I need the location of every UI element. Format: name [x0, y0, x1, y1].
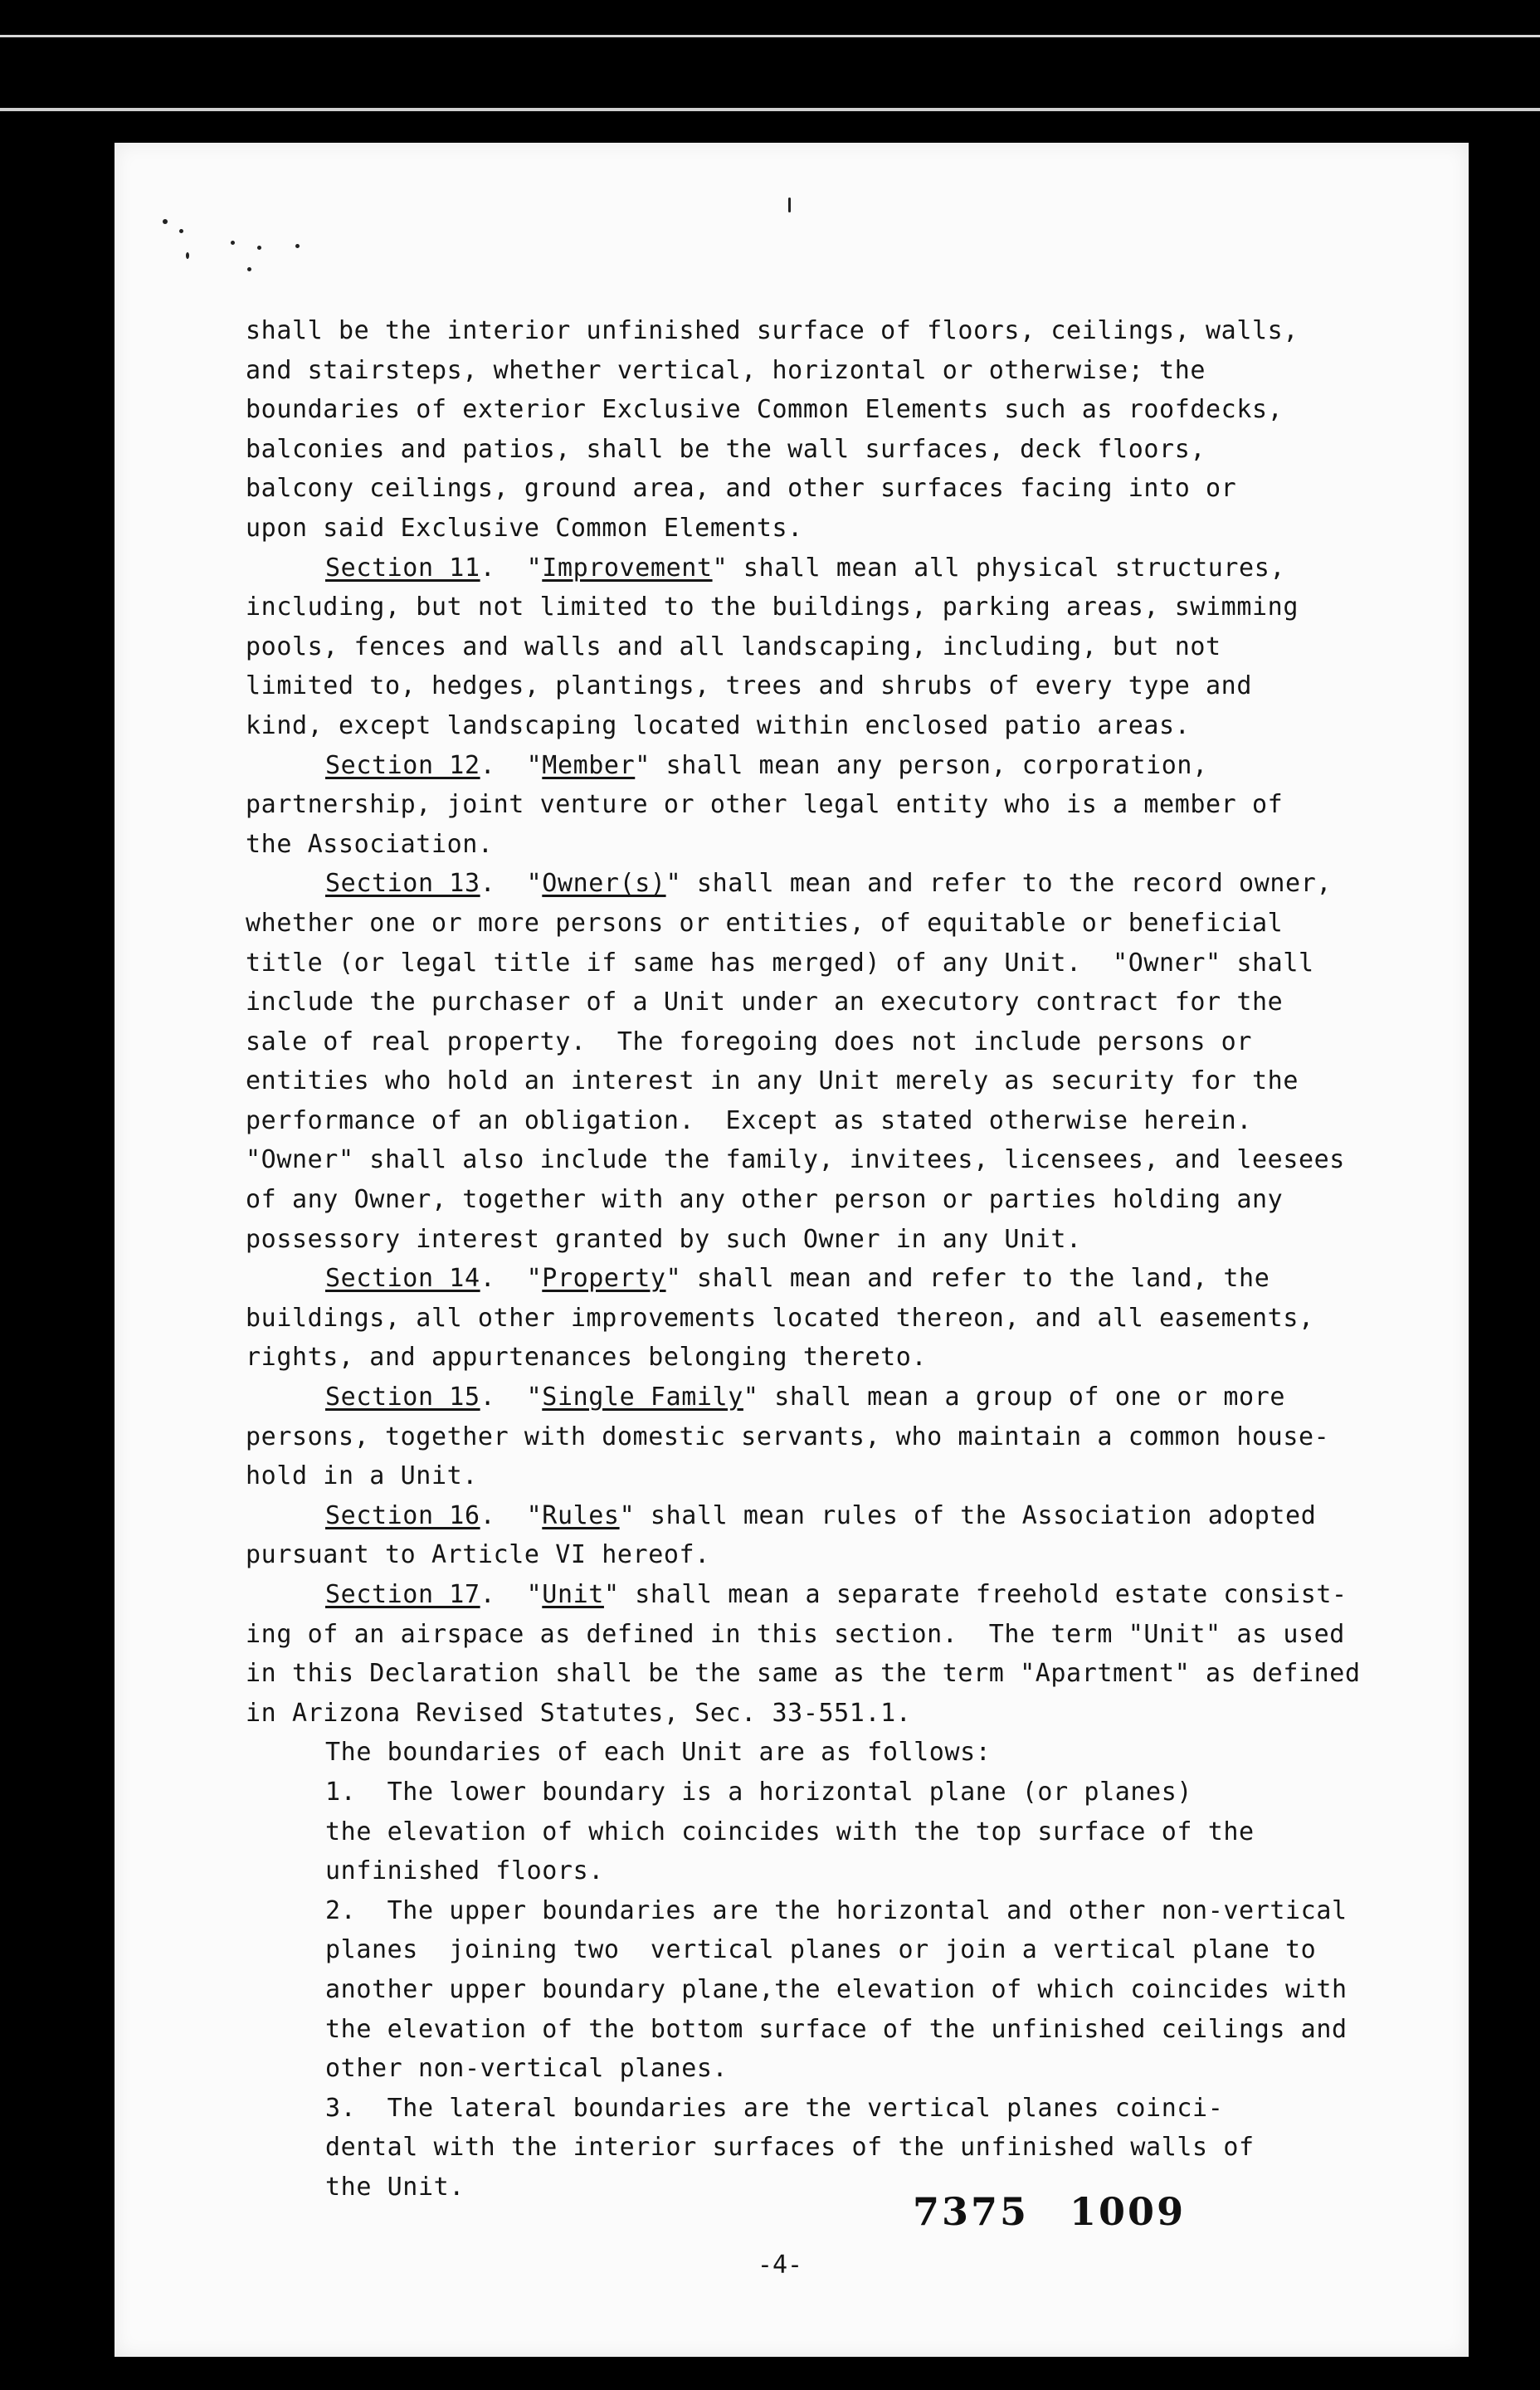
- text-line: [246, 944, 1457, 983]
- text-line: [246, 1220, 1457, 1260]
- text-run: planes joining two vertical planes or join a vertical plane to: [325, 1935, 1317, 1965]
- page-number: -4-: [757, 2251, 803, 2280]
- text-line: [246, 1140, 1457, 1180]
- scan-speck: [247, 267, 251, 271]
- underlined-term: Unit: [542, 1580, 604, 1609]
- text-line: [246, 2010, 1457, 2050]
- text-run: . ": [480, 869, 543, 899]
- text-line: [246, 2089, 1457, 2129]
- scan-speck: [231, 241, 235, 245]
- text-run: pursuant to Article VI hereof.: [246, 1540, 710, 1570]
- text-line: [246, 2128, 1457, 2168]
- text-line: [246, 1694, 1457, 1734]
- text-run: of any Owner, together with any other person or parties holding any: [246, 1185, 1284, 1215]
- text-line: [246, 549, 1457, 588]
- underlined-term: Owner(s): [542, 869, 666, 899]
- scan-speck: [295, 244, 300, 248]
- text-line: [246, 1338, 1457, 1378]
- text-run: ing of an airspace as defined in this section. The term "Unit" as used: [246, 1619, 1345, 1649]
- text-run: hold in a Unit.: [246, 1461, 478, 1491]
- text-run: "Owner" shall also include the family, invitees, licensees, and leesees: [246, 1145, 1345, 1175]
- text-run: limited to, hedges, plantings, trees and shrubs of every type and: [246, 671, 1252, 701]
- underlined-term: Single Family: [542, 1383, 743, 1412]
- scan-speck: [788, 198, 791, 212]
- text-line: [246, 351, 1457, 391]
- underlined-term: Member: [542, 750, 636, 780]
- text-run: another upper boundary plane,the elevation of which coincides with: [325, 1974, 1348, 2004]
- text-run: persons, together with domestic servants, who maintain a common house-: [246, 1422, 1330, 1451]
- text-line: [246, 1535, 1457, 1575]
- underlined-term: Section 14: [325, 1264, 480, 1294]
- text-line: [246, 1061, 1457, 1101]
- text-line: [246, 1496, 1457, 1536]
- text-line: [246, 469, 1457, 509]
- text-line: [246, 1259, 1457, 1299]
- text-run: " shall mean and refer to the record owner,: [665, 869, 1333, 899]
- text-run: . ": [480, 1500, 543, 1530]
- text-line: [246, 983, 1457, 1022]
- text-line: [246, 1851, 1457, 1891]
- underlined-term: Section 13: [325, 869, 480, 899]
- text-run: shall be the interior unfinished surface of floors, ceilings, walls,: [246, 316, 1299, 345]
- text-line: [246, 825, 1457, 865]
- text-line: [246, 666, 1457, 706]
- text-line: [246, 1773, 1457, 1812]
- text-line: [246, 1417, 1457, 1457]
- scan-top-rule: [0, 35, 1540, 37]
- text-run: . ": [480, 1383, 543, 1412]
- text-line: [246, 1299, 1457, 1339]
- text-run: " shall mean a separate freehold estate consist-: [603, 1580, 1348, 1609]
- text-run: . ": [480, 1264, 543, 1294]
- text-run: the elevation of the bottom surface of the unfinished ceilings and: [325, 2014, 1348, 2044]
- text-line: [246, 1180, 1457, 1220]
- text-run: 2. The upper boundaries are the horizontal and other non-vertical: [325, 1895, 1348, 1925]
- text-run: dental with the interior surfaces of the unfinished walls of: [325, 2133, 1255, 2163]
- text-run: other non-vertical planes.: [325, 2054, 729, 2084]
- underlined-term: Section 11: [325, 553, 480, 583]
- text-run: in Arizona Revised Statutes, Sec. 33-551.1.: [246, 1698, 912, 1728]
- text-line: [246, 1378, 1457, 1417]
- text-run: unfinished floors.: [325, 1856, 604, 1886]
- text-line: [246, 1615, 1457, 1655]
- text-run: entities who hold an interest in any Unit merely as security for the: [246, 1066, 1299, 1096]
- text-line: [246, 1891, 1457, 1931]
- text-line: [246, 390, 1457, 430]
- text-line: [246, 1733, 1457, 1773]
- text-run: including, but not limited to the buildings, parking areas, swimming: [246, 593, 1299, 622]
- text-run: 1. The lower boundary is a horizontal plane (or planes): [325, 1777, 1193, 1807]
- text-line: [246, 311, 1457, 351]
- text-run: the Unit.: [325, 2172, 465, 2202]
- text-line: [246, 627, 1457, 667]
- text-run: include the purchaser of a Unit under an executory contract for the: [246, 988, 1284, 1017]
- text-run: upon said Exclusive Common Elements.: [246, 513, 803, 543]
- scan-second-rule: [0, 108, 1540, 111]
- text-line: [246, 430, 1457, 470]
- text-run: sale of real property. The foregoing does not include persons or: [246, 1027, 1252, 1056]
- text-run: kind, except landscaping located within enclosed patio areas.: [246, 710, 1191, 740]
- text-line: [246, 1101, 1457, 1141]
- underlined-term: Section 15: [325, 1383, 480, 1412]
- underlined-term: Improvement: [542, 553, 713, 583]
- text-line: [246, 588, 1457, 627]
- text-run: . ": [480, 750, 543, 780]
- scan-speck: [163, 219, 168, 224]
- text-run: balcony ceilings, ground area, and other surfaces facing into or: [246, 474, 1237, 504]
- text-run: title (or legal title if same has merged) of any Unit. "Owner" shall: [246, 948, 1314, 978]
- text-line: [246, 1575, 1457, 1615]
- scan-speck: [257, 246, 261, 250]
- text-line: [246, 1654, 1457, 1694]
- text-line: [246, 1970, 1457, 2010]
- text-run: possessory interest granted by such Owner in any Unit.: [246, 1224, 1082, 1254]
- text-run: pools, fences and walls and all landscaping, including, but not: [246, 632, 1221, 661]
- text-line: [246, 1456, 1457, 1496]
- text-line: [246, 509, 1457, 549]
- text-line: [246, 785, 1457, 825]
- text-run: " shall mean any person, corporation,: [635, 750, 1208, 780]
- underlined-term: Section 16: [325, 1500, 480, 1530]
- text-run: " shall mean all physical structures,: [712, 553, 1286, 583]
- text-line: [246, 864, 1457, 904]
- scan-speck: [179, 229, 183, 233]
- text-line: [246, 904, 1457, 944]
- text-run: " shall mean a group of one or more: [743, 1383, 1286, 1412]
- document-body-text: [246, 311, 1457, 2207]
- underlined-term: Section 12: [325, 750, 480, 780]
- text-run: partnership, joint venture or other legal entity who is a member of: [246, 790, 1284, 820]
- text-line: [246, 746, 1457, 786]
- text-run: the elevation of which coincides with the top surface of the: [325, 1817, 1255, 1846]
- underlined-term: Section 17: [325, 1580, 480, 1609]
- text-run: in this Declaration shall be the same as the term "Apartment" as defined: [246, 1659, 1361, 1689]
- text-line: [246, 1812, 1457, 1852]
- text-run: . ": [480, 1580, 543, 1609]
- text-line: [246, 706, 1457, 746]
- text-run: . ": [480, 553, 543, 583]
- text-line: [246, 1022, 1457, 1062]
- text-run: " shall mean rules of the Association adopted: [619, 1500, 1317, 1530]
- scan-speck: [186, 252, 189, 259]
- text-run: The boundaries of each Unit are as follows:: [325, 1738, 992, 1768]
- text-line: [246, 1930, 1457, 1970]
- text-run: rights, and appurtenances belonging thereto.: [246, 1343, 928, 1373]
- recording-stamp: 7375 1009: [913, 2189, 1187, 2234]
- text-run: boundaries of exterior Exclusive Common Elements such as roofdecks,: [246, 395, 1284, 425]
- text-run: and stairsteps, whether vertical, horizontal or otherwise; the: [246, 355, 1206, 385]
- text-line: [246, 2049, 1457, 2089]
- underlined-term: Rules: [542, 1500, 620, 1530]
- text-run: 3. The lateral boundaries are the vertical planes coinci-: [325, 2093, 1224, 2123]
- underlined-term: Property: [542, 1264, 666, 1294]
- text-line: [246, 2168, 1457, 2207]
- text-run: whether one or more persons or entities, of equitable or beneficial: [246, 908, 1284, 938]
- text-run: performance of an obligation. Except as stated otherwise herein.: [246, 1105, 1252, 1135]
- text-run: the Association.: [246, 829, 494, 859]
- text-run: balconies and patios, shall be the wall surfaces, deck floors,: [246, 434, 1206, 464]
- text-run: " shall mean and refer to the land, the: [665, 1264, 1270, 1294]
- text-run: buildings, all other improvements located thereon, and all easements,: [246, 1303, 1314, 1333]
